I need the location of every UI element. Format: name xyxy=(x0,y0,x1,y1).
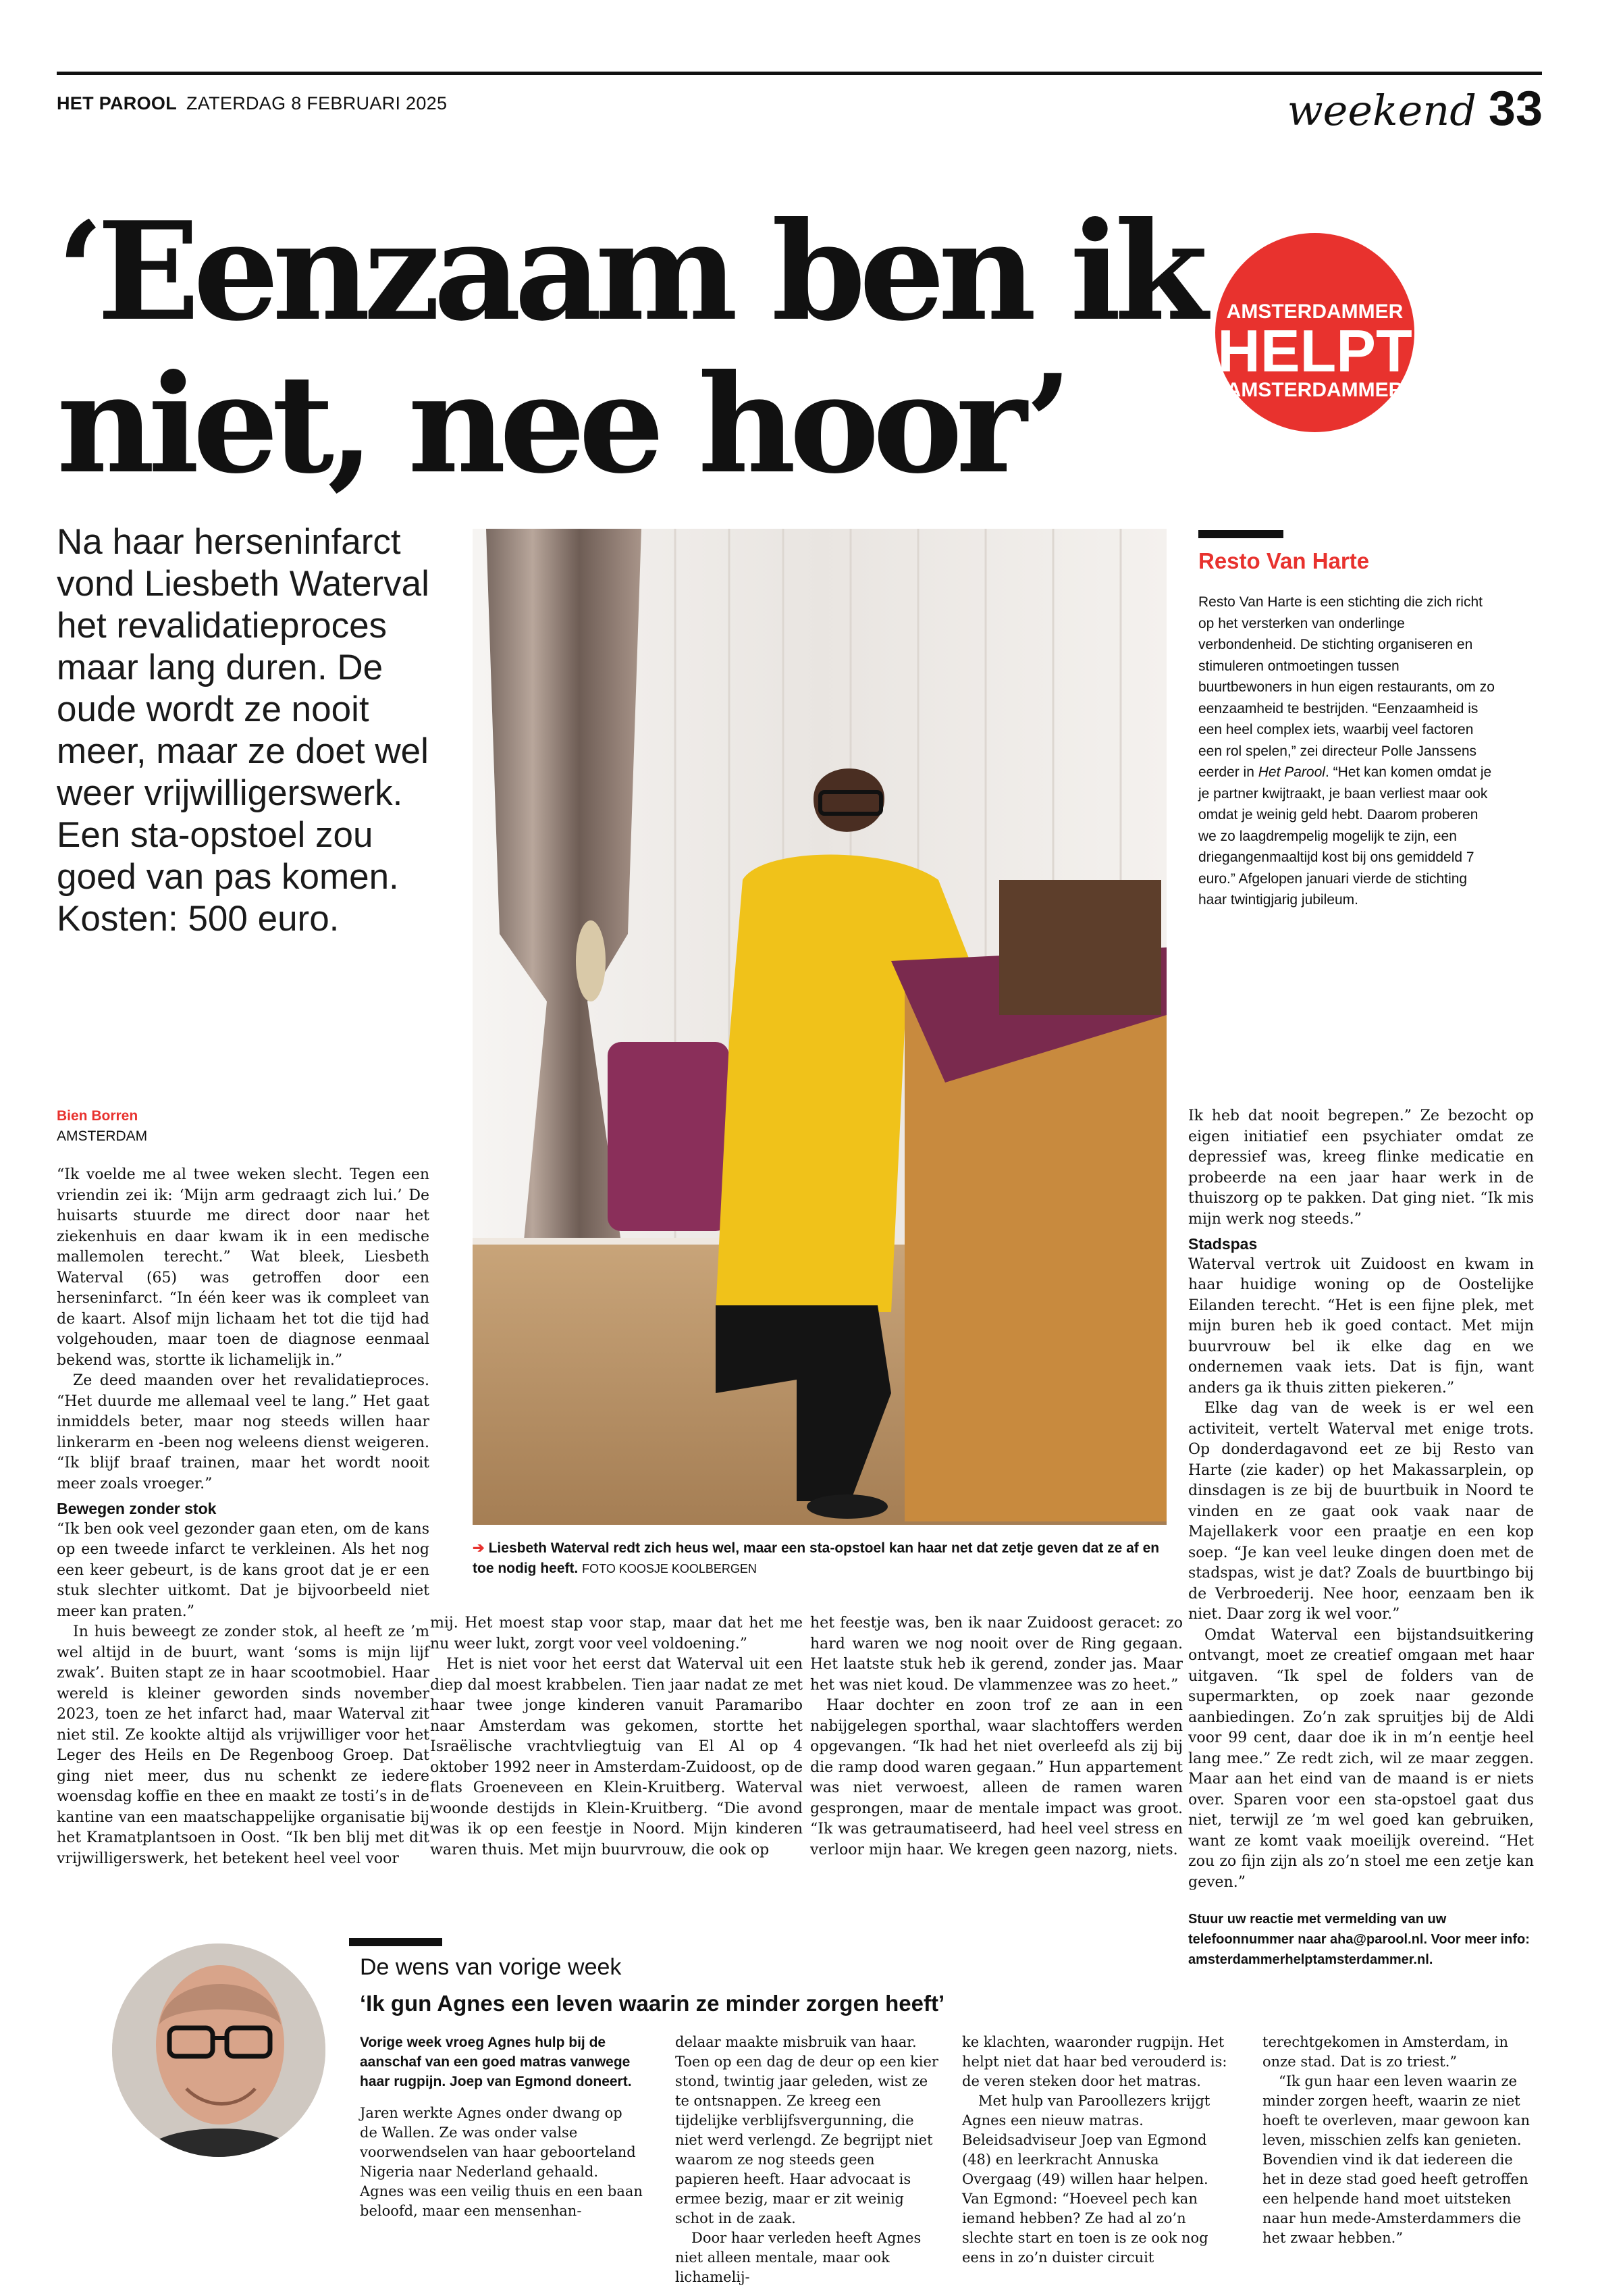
portrait-photo xyxy=(473,529,1167,1525)
masthead-line xyxy=(57,93,447,114)
paragraph: Door haar verleden heeft Agnes niet alleen mentale, maar ook lichamelij- xyxy=(675,2230,922,2285)
author-name: Bien Borren xyxy=(57,1108,138,1124)
page-number: 33 xyxy=(1488,82,1543,136)
paragraph: Met hulp van Paroollezers krijgt Agnes een nieuw matras. Beleidsadviseur Joep van Egmond (48) en leerkracht Annuska Overgaag (49) willen haar helpen. Van Egmond: “Hoeveel pech kan iemand hebben? Ze had al zo’n slechte start en toen is ze ook nog eens in zo’n duister circuit xyxy=(962,2093,1210,2266)
paragraph: Haar dochter en zoon trof ze aan in een nabijgelegen sporthal, waar slachtoffers werden opgevangen. “Ik had het niet overleefd als zij bij die ramp dood waren gegaan.” Hun appartement was niet verwoest, alleen de ramen waren gesprongen, maar de mentale impact was groot. “Ik was getraumatiseerd, had heel veel stress en verloor mijn haar. We kregen geen nazorg, niets. xyxy=(810,1697,1183,1858)
photo-caption xyxy=(473,1538,1175,1579)
photo-credit: FOTO KOOSJE KOOLBERGEN xyxy=(582,1562,757,1575)
bottom-column-4 xyxy=(1262,2033,1533,2248)
arrow-right-icon: ➔ xyxy=(473,1540,485,1556)
headline-line-1: ‘Eenzaam ben ik xyxy=(57,192,1202,351)
portrait-illustration xyxy=(112,1943,325,2157)
badge-bottom-text: AMSTERDAMMER xyxy=(1226,379,1404,401)
bottom-column-3 xyxy=(962,2033,1232,2268)
article-column-3 xyxy=(810,1613,1183,1860)
paragraph: delaar maakte misbruik van haar. Toen op een dag de deur op een kier stond, twintig jaar geleden, wist ze te ontsnappen. Ze kreeg een tijdelijke verblijfsvergunning, die niet werd verlengd. Ze begrijpt niet waarom ze nog steeds geen papieren heeft. Haar advocaat is ermee bezig, maar er zit weinig schot in de zaak. xyxy=(675,2034,938,2226)
badge-middle-text: HELPT xyxy=(1217,317,1412,384)
call-to-action: Stuur uw reactie met vermelding van uw telefoonnummer naar aha@parool.nl. Voor meer info: amsterdammerhelptamsterdammer.nl. xyxy=(1188,1912,1530,1967)
sidebar-text-part-1: Resto Van Harte is een stichting die zich richt op het versterken van onderlinge verbondenheid. De stichting organiseren en stimuleren ontmoetingen tussen buurtbewoners in hun eigen restaurants, om zo eenzaamheid te bestrijden. “Eenzaamheid is een heel complex iets, waarbij veel factoren een rol spelen,” zei directeur Polle Janssens eerder in xyxy=(1198,594,1495,780)
joep-portrait-photo xyxy=(112,1943,325,2157)
photo-illustration xyxy=(473,529,1167,1525)
subheading: Bewegen zonder stok xyxy=(57,1500,217,1517)
issue-date: ZATERDAG 8 FEBRUARI 2025 xyxy=(186,93,448,113)
top-rule xyxy=(57,72,1542,75)
bottom-column-2 xyxy=(675,2033,942,2287)
paragraph: Ik heb dat nooit begrepen.” Ze bezocht op eigen initiatief een psychiater omdat ze depressief was, kreeg flinke medicatie en probeerde na een jaar haar werk in de thuiszorg op te pakken. Dat ging niet. “Ik mis mijn werk nog steeds.” xyxy=(1188,1107,1534,1228)
bottom-rule xyxy=(349,1938,442,1946)
sidebar-text xyxy=(1198,592,1495,911)
headline-line-2: niet, nee hoor’ xyxy=(57,345,1066,504)
section-header xyxy=(1287,82,1543,136)
paragraph: Het is niet voor het eerst dat Waterval uit een diep dal moest krabbelen. Tien jaar nadat ze met haar twee jonge kinderen vanuit Paramaribo naar Amsterdam was gekomen, stortte het Israëlische vrachtvliegtuig van El Al op 4 oktober 1992 neer in Amsterdam-Zuidoost, op de flats Groeneveen en Klein-Kruitberg. Waterval woonde destijds in Klein-Kruitberg. “Die avond was ik op een feestje in Noord. Mijn kinderen waren thuis. Met mijn buurvrouw, die ook op xyxy=(430,1656,803,1858)
paragraph: ke klachten, waaronder rugpijn. Het helpt niet dat haar bed verouderd is: de veren steken door het matras. xyxy=(962,2034,1227,2089)
paragraph: “Ik ben ook veel gezonder gaan eten, om de kans op een tweede infarct te verkleinen. Als het nog een keer gebeurt, is de kans groot dat je er een stuk slechter uitkomt. Dat je bijvoorbeeld niet meer kan praten.” xyxy=(57,1520,429,1620)
amsterdammer-helpt-badge xyxy=(1215,233,1414,432)
section-name: weekend xyxy=(1287,86,1476,135)
paragraph: Omdat Waterval een bijstandsuitkering ontvangt, moet ze creatief omgaan met haar uitgaven. “Ik spel de folders van de supermarkten, op zoek naar gezonde aanbiedingen. Zo’n zak spruitjes bij de Aldi voor 99 cent, daar doe ik in m’n eentje heel lang mee.” Ze redt zich, wil ze maar zeggen. Maar aan het eind van de maand is er niets over. Sparen voor een sta-opstoel gaat dus niet, terwijl ze ’m wel goed kan gebruiken, want ze komt vaak moeilijk overeind. “Het zou zo fijn zijn als zo’n stoel me een zetje kan geven.” xyxy=(1188,1626,1534,1891)
paragraph: In huis beweegt ze zonder stok, al heeft ze ’m wel altijd in de buurt, want ‘soms is mijn lijf zwak’. Buiten stapt ze in haar scootmobiel. Haar wereld is kleiner geworden sinds november 2023, toen ze het infarct had, maar Waterval zit niet stil. Ze kookte altijd als vrijwilliger voor het Leger des Heils en De Regenboog Groep. Dat ging niet meer, dus nu schenkt ze iedere woensdag koffie en thee en maakt ze tosti’s in de kantine van een maatschappelijke organisatie bij het Kramatplantsoen in Oost. “Ik ben blij met dit vrijwilligerswerk, het betekent heel veel voor xyxy=(57,1623,429,1867)
bottom-kicker: De wens van vorige week xyxy=(360,1954,622,1980)
paragraph: Jaren werkte Agnes onder dwang op de Wallen. Ze was onder valse voorwendselen van haar geboorteland Nigeria naar Nederland gehaald. Agnes was een veilig thuis en een baan beloofd, maar een mensenhan- xyxy=(360,2105,643,2219)
article-column-1 xyxy=(57,1165,429,1869)
paragraph: het feestje was, ben ik naar Zuidoost geracet: zo hard waren we nog nooit over de Ring gegaan. Het laatste stuk heb ik gerend, zonder jas. Maar het was niet koud. De vlammenzee was zo heet.” xyxy=(810,1615,1183,1694)
intro-text: Na haar herseninfarct vond Liesbeth Waterval het revalidatieproces maar lang duren. De oude wordt ze nooit meer, maar ze doet wel weer vrijwilligerswerk. Een sta-opstoel zou goed van pas komen. Kosten: 500 euro. xyxy=(57,522,429,939)
caption-text: Liesbeth Waterval redt zich heus wel, maar een sta-opstoel kan haar net dat zetje geven dat ze af en toe nodig heeft. xyxy=(473,1540,1160,1576)
sidebar-rule xyxy=(1198,530,1283,538)
author-location: AMSTERDAM xyxy=(57,1128,148,1144)
bottom-column-1 xyxy=(360,2033,643,2221)
paragraph: Elke dag van de week is er wel een activiteit, vertelt Waterval met enige trots. Op donderdagavond eet ze bij Resto van Harte (zie kader) op het Makassarplein, op dinsdagen is ze bij de buurtbuik in Noord te vinden en ze gaat ook vaak naar de Majellakerk voor een praatje en een kop soep. “Je kan veel leuke dingen doen met de stadspas, wist je dat? Zoals de buurtbingo bij de Verbroederij. Nee hoor, eenzaam ben ik niet. Daar zorg ik wel voor.” xyxy=(1188,1400,1534,1623)
publication-name: HET PAROOL xyxy=(57,93,177,113)
article-column-2 xyxy=(430,1613,803,1860)
paragraph: Ze deed maanden over het revalidatieproces. “Het duurde me allemaal veel te lang.” Het gaat inmiddels beter, maar nog steeds willen haar linkerarm en -been nog weleens dienst weigeren. “Ik blijf braaf trainen, maar het wordt nooit meer zoals vroeger.” xyxy=(57,1372,429,1492)
byline xyxy=(57,1106,147,1147)
article-column-4 xyxy=(1188,1106,1534,1970)
bottom-title: ‘Ik gun Agnes een leven waarin ze minder zorgen heeft’ xyxy=(360,1991,945,2016)
paragraph: “Ik voelde me al twee weken slecht. Tegen een vriendin zei ik: ‘Mijn arm gedraagt zich lui.’ De huisarts stuurde me direct door naar het ziekenhuis en daar kwam ik in een medische mallemolen terecht.” Wat bleek, Liesbeth Waterval (65) was getroffen door een herseninfarct. “In één keer was ik compleet van de kaart. Alsof mijn lichaam het tot die tijd had volgehouden, maar toen de diagnose eenmaal bekend was, stortte ik lichamelijk in.” xyxy=(57,1166,429,1369)
paragraph: terechtgekomen in Amsterdam, in onze stad. Dat is zo triest.” xyxy=(1262,2034,1508,2070)
bottom-lead: Vorige week vroeg Agnes hulp bij de aanschaf van een goed matras vanwege haar rugpijn. Joep van Egmond doneert. xyxy=(360,2035,632,2089)
paragraph: Waterval vertrok uit Zuidoost en kwam in haar huidige woning op de Oostelijke Eilanden terecht. “Het is een fijne plek, met mijn buren heb ik goed contact. Met mijn buurvrouw bel ik elke dag en we ondernemen vaak iets. Dat is fijn, want anders ga ik thuis zitten piekeren.” xyxy=(1188,1255,1534,1397)
sidebar-text-part-2: . “Het kan komen omdat je je partner kwijtraakt, je baan verliest maar ook omdat je weinig geld hebt. Daarom proberen we zo laagdrempelig mogelijk te zijn, een driegangenmaaltijd kost bij ons gemiddeld 7 euro.” Afgelopen januari vierde de stichting haar twintigjarig jubileum. xyxy=(1198,764,1492,908)
headline xyxy=(57,192,1204,504)
badge-top-text: AMSTERDAMMER xyxy=(1226,301,1404,323)
paragraph: mij. Het moest stap voor stap, maar dat het me nu weer lukt, zorgt voor veel voldoening.” xyxy=(430,1615,803,1652)
subheading: Stadspas xyxy=(1188,1235,1258,1253)
paragraph: “Ik gun haar een leven waarin ze minder zorgen heeft, waarin ze niet hoeft te overleven, maar gewoon kan leven, misschien zelfs kan genieten. Bovendien vind ik dat iedereen die het in deze stad goed heeft getroffen een helpende hand moet uitsteken naar hun mede-Amsterdammers die het zwaar hebben.” xyxy=(1262,2073,1530,2246)
sidebar-text-italic: Het Parool xyxy=(1258,764,1325,780)
sidebar-title: Resto Van Harte xyxy=(1198,548,1370,573)
